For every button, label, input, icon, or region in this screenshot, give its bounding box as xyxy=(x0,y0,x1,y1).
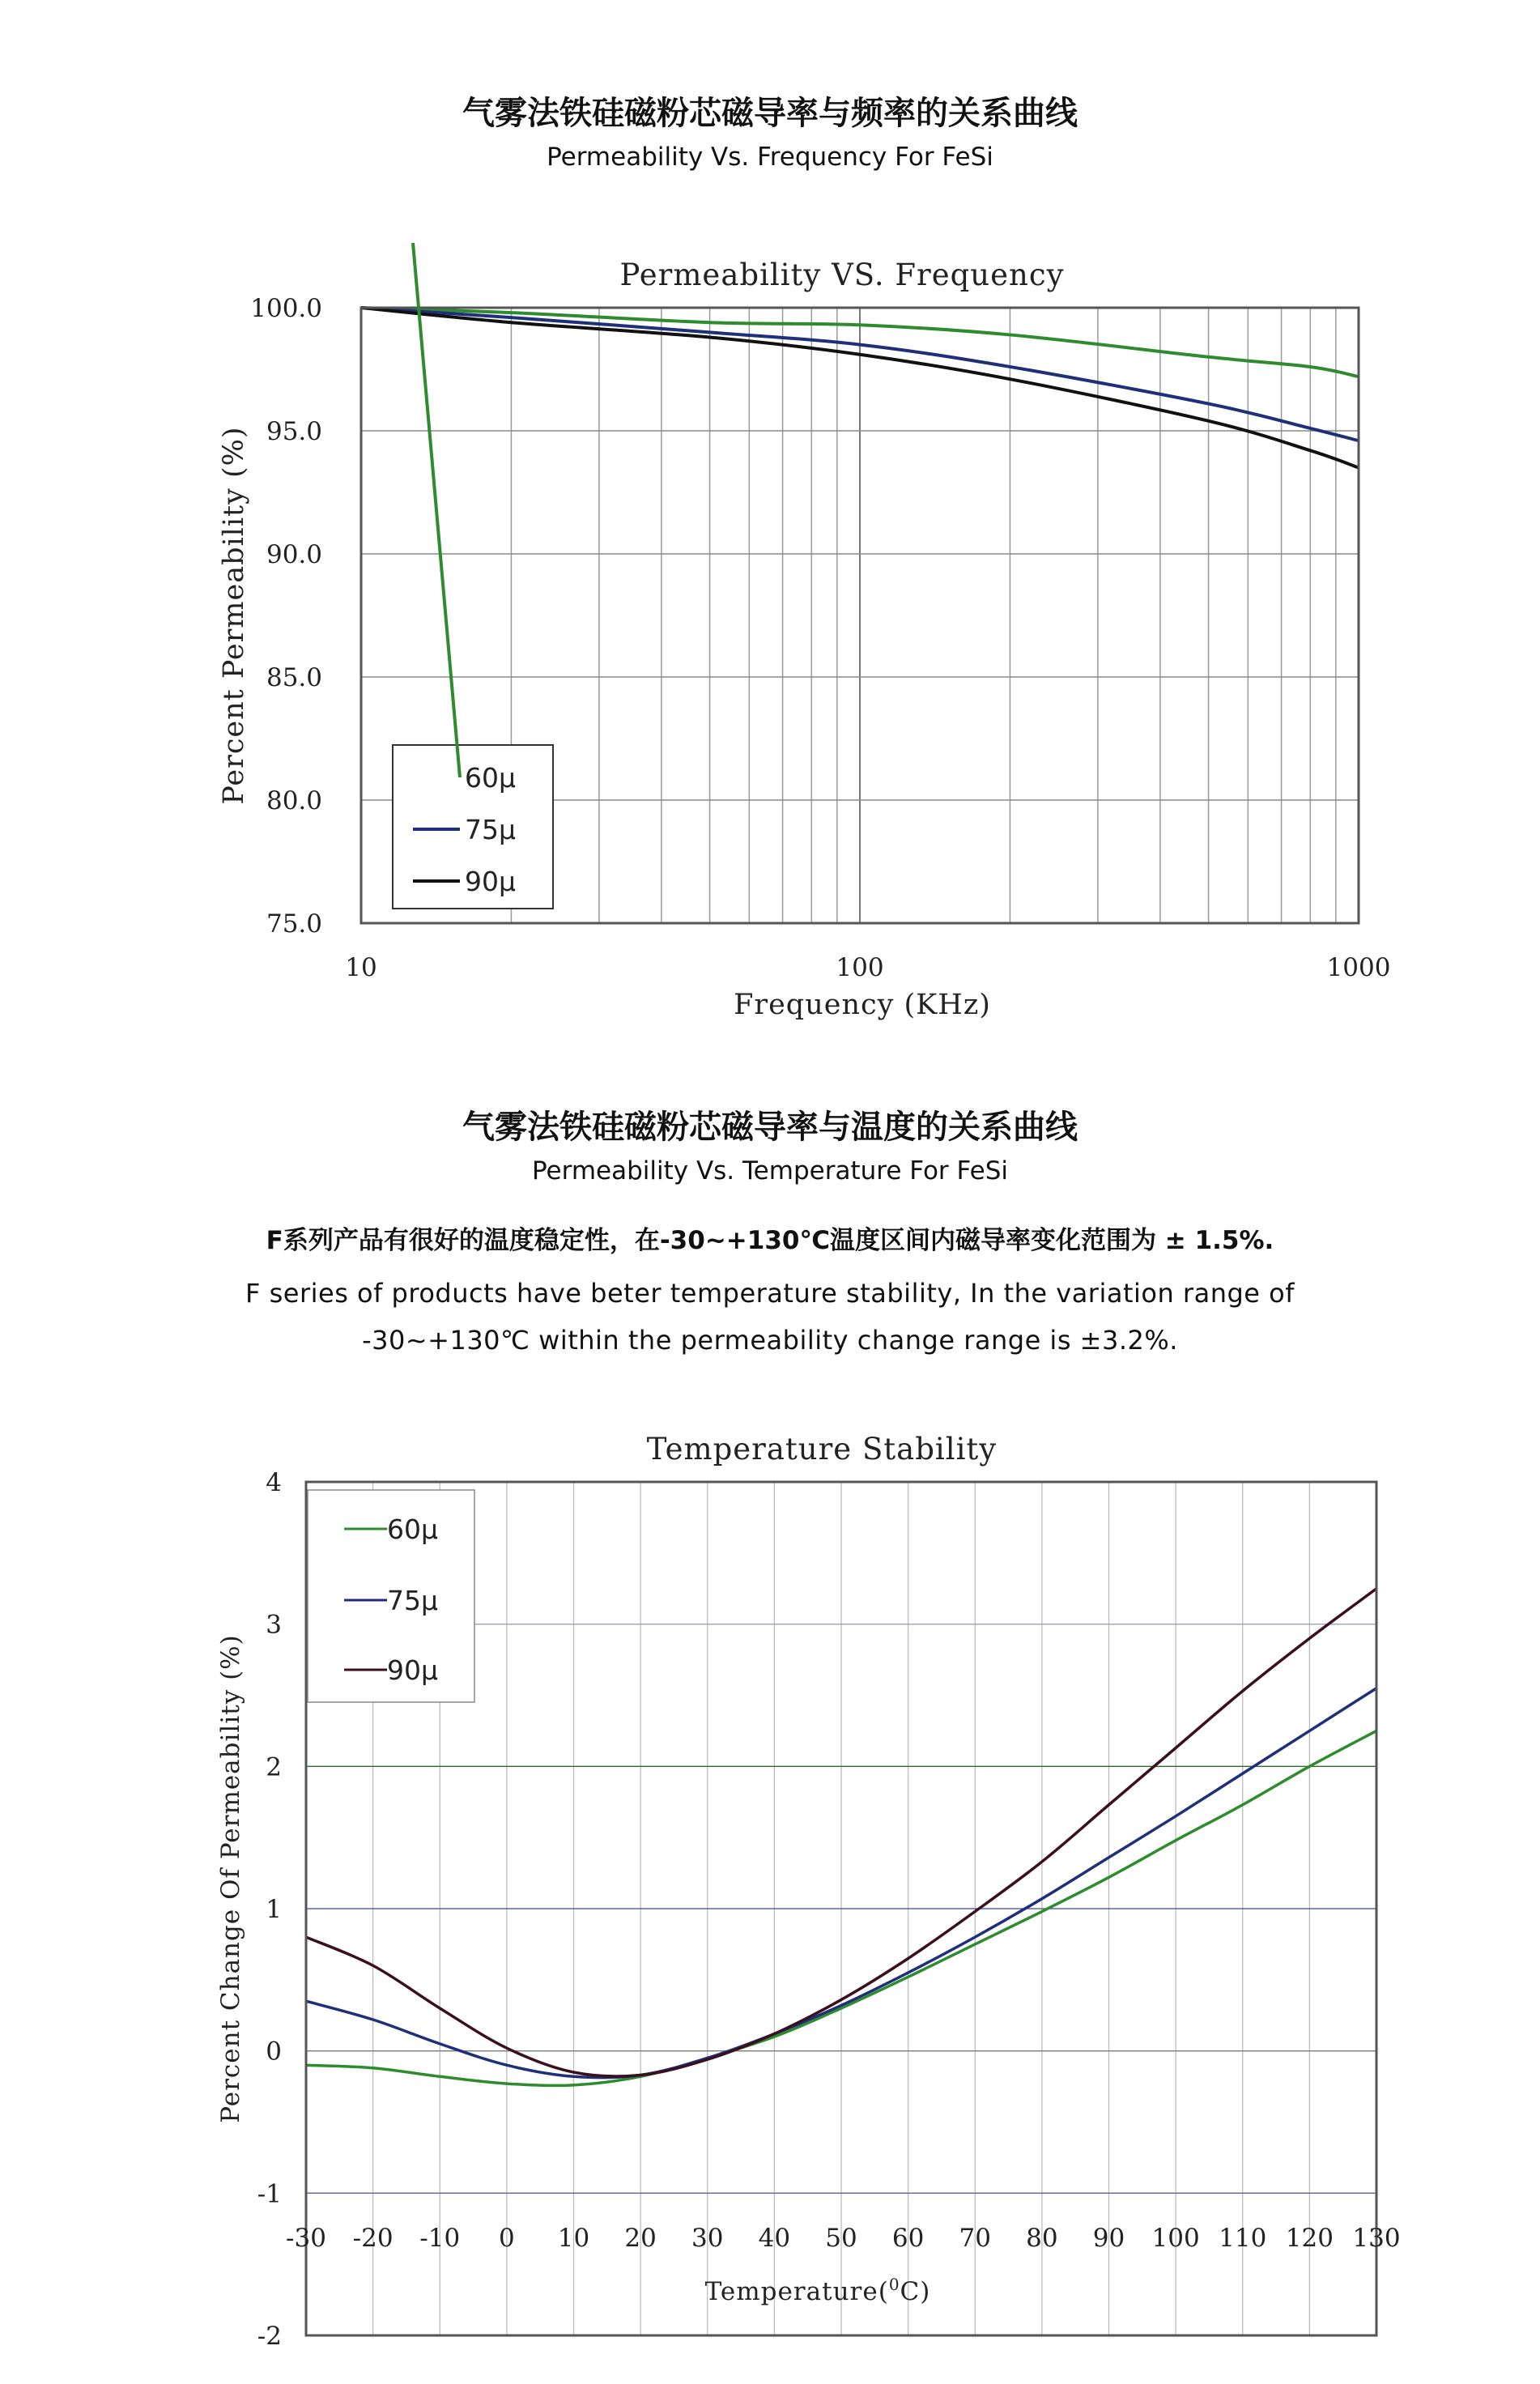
frequency-x-tick-label: 100 xyxy=(836,953,884,982)
frequency-chart xyxy=(0,243,1540,1053)
frequency-y-tick-label: 95.0 xyxy=(266,417,322,446)
frequency-section-title-cn: 气雾法铁硅磁粉芯磁导率与频率的关系曲线 xyxy=(462,95,1078,132)
temperature-y-tick-label: -2 xyxy=(257,2322,282,2351)
temperature-x-tick-label: 130 xyxy=(1352,2224,1401,2253)
temp-legend-label-60u: 60μ xyxy=(387,1513,438,1545)
temperature-note-cn: F系列产品有很好的温度稳定性，在-30~+130℃温度区间内磁导率变化范围为 ± 1.5%. xyxy=(266,1226,1274,1255)
temperature-chart-title: Temperature Stability xyxy=(646,1432,998,1467)
temperature-y-tick-label: 2 xyxy=(266,1752,282,1782)
legend-label-75u: 75μ xyxy=(465,814,516,845)
temp-legend-label-90u: 90μ xyxy=(387,1654,438,1686)
temperature-x-tick-label: 100 xyxy=(1151,2224,1200,2253)
temperature-section-title-en: Permeability Vs. Temperature For FeSi xyxy=(531,1156,1009,1186)
temperature-y-tick-label: -1 xyxy=(257,2179,282,2209)
temperature-x-tick-label: 20 xyxy=(624,2224,657,2253)
temperature-note-en-line2: -30~+130℃ within the permeability change range is ±3.2%. xyxy=(362,1325,1178,1356)
temperature-x-tick-label: -20 xyxy=(352,2224,394,2253)
temperature-legend xyxy=(308,1490,474,1702)
temperature-x-tick-label: 60 xyxy=(891,2224,925,2253)
temperature-section-title-cn: 气雾法铁硅磁粉芯磁导率与温度的关系曲线 xyxy=(462,1109,1078,1146)
temperature-y-tick-label: 0 xyxy=(266,2037,282,2067)
frequency-y-tick-label: 85.0 xyxy=(266,663,322,692)
temperature-x-tick-label: 110 xyxy=(1219,2224,1267,2253)
frequency-x-ticks xyxy=(345,953,1390,982)
temperature-y-tick-label: 3 xyxy=(266,1610,282,1640)
frequency-x-axis-label: Frequency (KHz) xyxy=(734,989,991,1021)
frequency-y-tick-label: 75.0 xyxy=(266,909,322,939)
temperature-x-tick-label: 70 xyxy=(959,2224,991,2253)
temperature-x-tick-label: 0 xyxy=(499,2224,515,2253)
temperature-x-tick-label: -10 xyxy=(419,2224,461,2253)
frequency-legend xyxy=(393,243,553,909)
frequency-y-tick-label: 90.0 xyxy=(266,540,322,569)
frequency-y-axis-label: Percent Permeability (%) xyxy=(218,426,250,805)
temperature-x-tick-label: 90 xyxy=(1092,2224,1125,2253)
temperature-y-axis-label: Percent Change Of Permeability (%) xyxy=(216,1634,245,2123)
temperature-x-tick-label: 80 xyxy=(1026,2224,1058,2253)
legend-label-60u: 60μ xyxy=(465,762,516,794)
frequency-chart-title: Permeability VS. Frequency xyxy=(619,258,1065,292)
temperature-chart xyxy=(0,1409,1540,2365)
temperature-y-tick-label: 1 xyxy=(266,1895,282,1924)
frequency-y-tick-label: 100.0 xyxy=(250,294,322,323)
frequency-section-title-en: Permeability Vs. Frequency For FeSi xyxy=(547,143,993,172)
temperature-y-tick-label: 4 xyxy=(266,1468,282,1497)
legend-label-90u: 90μ xyxy=(465,866,516,897)
temperature-x-axis-label: Temperature($^0$C) xyxy=(704,2275,931,2306)
temperature-x-tick-label: 10 xyxy=(557,2224,590,2253)
frequency-x-tick-label: 10 xyxy=(345,953,377,982)
temperature-note-en-line1: F series of products have beter temperature stability, In the variation range of xyxy=(245,1278,1295,1309)
frequency-x-tick-label: 1000 xyxy=(1326,953,1391,982)
legend-swatch-60u xyxy=(413,243,460,777)
temperature-x-tick-label: 120 xyxy=(1285,2224,1334,2253)
temp-legend-label-75u: 75μ xyxy=(387,1585,438,1616)
temperature-x-ticks xyxy=(286,2224,1401,2253)
temperature-x-tick-label: 40 xyxy=(758,2224,791,2253)
temperature-x-tick-label: 30 xyxy=(691,2224,724,2253)
temperature-x-tick-label: -30 xyxy=(286,2224,326,2253)
frequency-y-tick-label: 80.0 xyxy=(266,786,322,815)
temperature-x-tick-label: 50 xyxy=(825,2224,857,2253)
temperature-y-ticks xyxy=(257,1468,282,2351)
frequency-y-ticks xyxy=(250,294,322,939)
